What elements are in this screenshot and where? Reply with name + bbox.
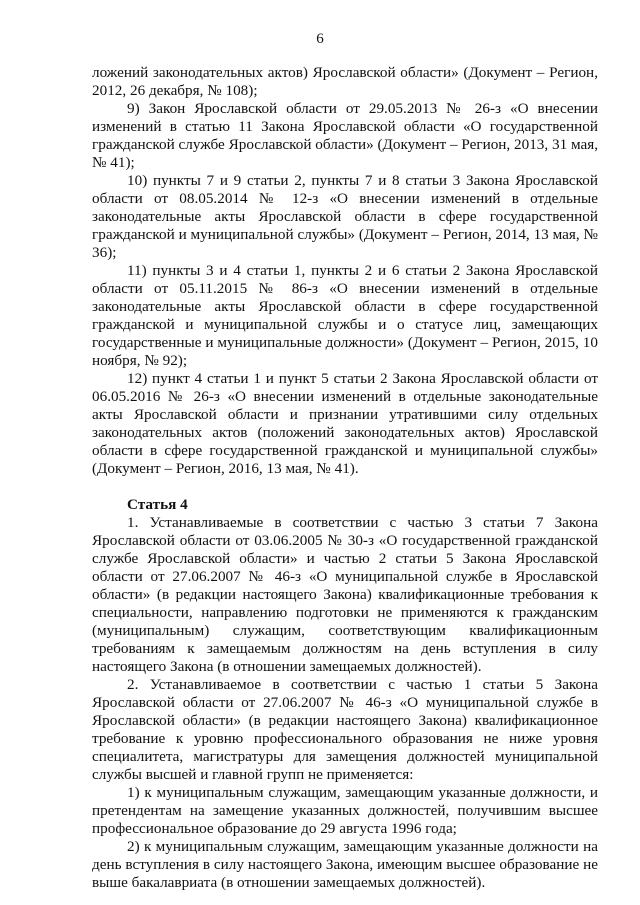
article-4-subclause-1: 1) к муниципальным служащим, замещающим указанные должности, и претендентам на замещение указанных должностей, получившим высшее профессиональное образование до 29 августа 1996 года; xyxy=(92,784,598,837)
list-item-9: 9) Закон Ярославской области от 29.05.2013 № 26-з «О внесении изменений в статью 11 Закона Ярославской области «О государственной гражданской службе Ярославской области» (Документ – Регион, 2013, 31 мая, № 41); xyxy=(92,100,598,171)
list-item-11: 11) пункты 3 и 4 статьи 1, пункты 2 и 6 статьи 2 Закона Ярославской области от 05.11.2015 № 86-з «О внесении изменений в отдельные законодательные акты Ярославской области в сфере государственной гражданской и муниципальной службы и о статусе лиц, замещающих государственные и муниципальные должности» (Документ – Регион, 2015, 10 ноября, № 92); xyxy=(92,262,598,369)
list-item-10: 10) пункты 7 и 9 статьи 2, пункты 7 и 8 статьи 3 Закона Ярославской области от 08.05.2014 № 12-з «О внесении изменений в отдельные законодательные акты Ярославской области в сфере государственной гражданской и муниципальной службы» (Документ – Регион, 2014, 13 мая, № 36); xyxy=(92,172,598,261)
article-4-subclause-2: 2) к муниципальным служащим, замещающим указанные должности на день вступления в силу настоящего Закона, имеющим высшее образование не выше бакалавриата (в отношении замещаемых должностей). xyxy=(92,838,598,891)
article-4-clause-2: 2. Устанавливаемое в соответствии с частью 1 статьи 5 Закона Ярославской области от 27.06.2007 № 46-з «О муниципальной службе в Ярославской области» (в редакции настоящего Закона) квалификационное требование к уровню профессионального образования не ниже уровня специалитета, магистратуры для замещения должностей муниципальной службы высшей и главной групп не применяется: xyxy=(92,676,598,783)
list-item-12: 12) пункт 4 статьи 1 и пункт 5 статьи 2 Закона Ярославской области от 06.05.2016 № 26-з «О внесении изменений в отдельные законодательные акты Ярославской области и признании утратившими силу отдельных законодательных актов (положений законодательных актов) Ярославской области в сфере государственной гражданской и муниципальной службы» (Документ – Регион, 2016, 13 мая, № 41). xyxy=(92,370,598,477)
article-heading: Статья 4 xyxy=(127,496,188,513)
page-number: 6 xyxy=(316,31,324,47)
article-4-clause-1: 1. Устанавливаемые в соответствии с частью 3 статьи 7 Закона Ярославской области от 03.06.2005 № 30-з «О государственной гражданской службе Ярославской области» и частью 2 статьи 5 Закона Ярославской области от 27.06.2007 № 46-з «О муниципальной службе в Ярославской области» (в редакции настоящего Закона) квалификационные требования к специальности, направлению подготовки не применяются к гражданским (муниципальным) служащим, соответствующим квалификационным требованиям к замещаемым должностям на день вступления в силу настоящего Закона (в отношении замещаемых должностей). xyxy=(92,514,598,675)
document-body xyxy=(92,64,598,892)
paragraph-continuation: ложений законодательных актов) Ярославской области» (Документ – Регион, 2012, 26 декабря, № 108); xyxy=(92,64,598,99)
